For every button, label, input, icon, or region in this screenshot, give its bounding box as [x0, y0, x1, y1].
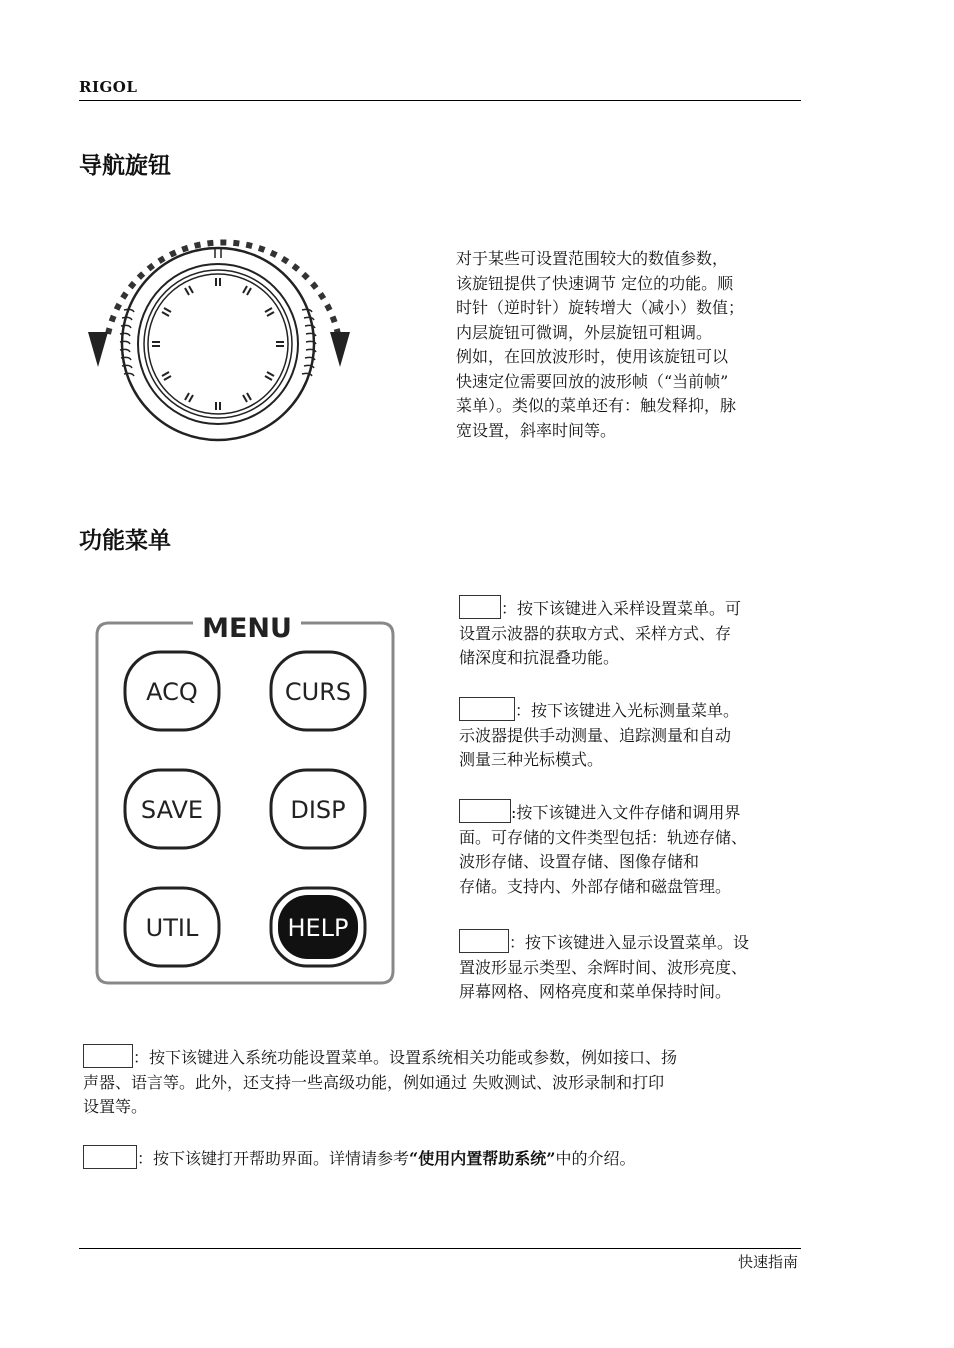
text-line: 设置示波器的获取方式、采样方式、存 — [459, 623, 732, 643]
arrow-right-icon — [330, 332, 350, 367]
footer-text: 快速指南 — [737, 1253, 798, 1271]
text-line: 储深度和抗混叠功能。 — [459, 648, 620, 667]
text-line: ：按下该键进入光标测量菜单。 — [515, 701, 740, 720]
text-line: 该旋钮提供了快速调节 定位的功能。顺 — [456, 273, 734, 293]
text-line: 快速定位需要回放的波形帧（“当前帧” — [456, 371, 729, 391]
util-key[interactable] — [125, 888, 219, 966]
text-line: 菜单）。类似的菜单还有：触发释抑，脉 — [456, 396, 737, 415]
text-line: :按下该键进入文件存储和调用界 — [511, 803, 741, 822]
util-description — [83, 1044, 801, 1120]
disp-key[interactable] — [271, 770, 365, 848]
curs-key[interactable] — [271, 652, 365, 730]
navigation-knob-illustration — [80, 222, 370, 457]
text-line: ：按下该键进入系统功能设置菜单。设置系统相关功能或参数，例如接口、扬 — [133, 1048, 678, 1067]
section-heading-knob: 导航旋钮 — [79, 153, 171, 179]
curs-description — [459, 697, 799, 773]
acq-key[interactable] — [125, 652, 219, 730]
curs-key-label: CURS — [284, 678, 352, 706]
help-text-suffix: 中的介绍。 — [555, 1149, 636, 1168]
menu-key-panel — [95, 605, 397, 989]
text-line: 置波形显示类型、余辉时间、波形亮度、 — [459, 957, 748, 977]
help-description — [83, 1145, 801, 1172]
util-key-placeholder — [83, 1044, 133, 1068]
text-line: 对于某些可设置范围较大的数值参数， — [456, 249, 729, 268]
text-line: 例如，在回放波形时，使用该旋钮可以 — [456, 347, 729, 366]
knob-outer-ring — [122, 248, 314, 440]
menu-panel-title: MENU — [202, 613, 292, 644]
disp-key-placeholder — [459, 929, 509, 953]
save-description — [459, 799, 799, 899]
header-brand: RIGOL — [79, 78, 138, 96]
text-line: 时针（逆时针）旋转增大（减小）数值； — [456, 298, 745, 317]
text-line: 内层旋钮可微调，外层旋钮可粗调。 — [456, 322, 713, 342]
save-key[interactable] — [125, 770, 219, 848]
save-key-label: SAVE — [140, 796, 204, 824]
text-line: 声器、语言等。此外，还支持一些高级功能，例如通过 失败测试、波形录制和打印 — [83, 1072, 665, 1092]
help-key-label: HELP — [287, 914, 349, 942]
help-text-prefix: ：按下该键打开帮助界面。详情请参考 — [137, 1149, 410, 1168]
header-rule — [79, 100, 801, 101]
disp-description — [459, 929, 799, 1005]
text-line: ：按下该键进入显示设置菜单。设 — [509, 933, 750, 952]
footer-rule — [79, 1248, 801, 1249]
knob-description — [456, 247, 801, 443]
text-line: ：按下该键进入采样设置菜单。可 — [501, 599, 742, 618]
help-system-reference: “使用内置帮助系统” — [409, 1149, 556, 1168]
help-key-placeholder — [83, 1145, 137, 1169]
acq-description — [459, 595, 799, 671]
acq-key-placeholder — [459, 595, 501, 619]
save-key-placeholder — [459, 799, 511, 823]
text-line: 示波器提供手动测量、追踪测量和自动 — [459, 725, 732, 745]
text-line: 屏幕网格、网格亮度和菜单保持时间。 — [459, 982, 732, 1001]
acq-key-label: ACQ — [146, 678, 198, 706]
text-line: 设置等。 — [83, 1097, 148, 1116]
disp-key-label: DISP — [290, 796, 346, 824]
curs-key-placeholder — [459, 697, 515, 721]
help-key[interactable] — [271, 888, 365, 966]
text-line: 存储。支持内、外部存储和磁盘管理。 — [459, 876, 732, 896]
text-line: 面。可存储的文件类型包括：轨迹存储、 — [459, 827, 748, 847]
arrow-left-icon — [88, 332, 108, 367]
text-line: 波形存储、设置存储、图像存储和 — [459, 852, 700, 871]
section-heading-menu: 功能菜单 — [79, 528, 171, 554]
text-line: 测量三种光标模式。 — [459, 750, 604, 769]
util-key-label: UTIL — [145, 914, 199, 942]
text-line: 宽设置，斜率时间等。 — [456, 420, 617, 440]
